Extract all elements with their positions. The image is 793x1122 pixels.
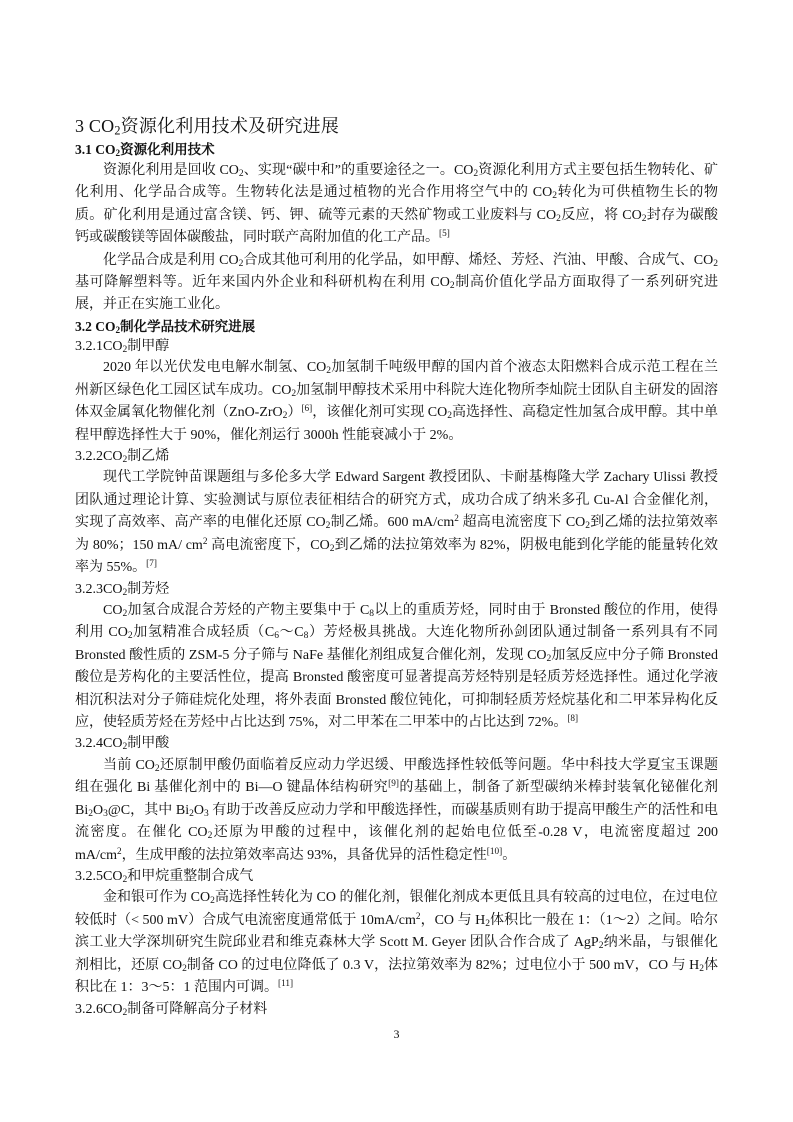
subscript: 2 [447, 411, 452, 422]
subscript: 2 [282, 411, 288, 422]
page-number: 3 [393, 1027, 400, 1041]
paragraph: 当前 $CO_2$还原制甲酸仍面临着反应动力学迟缓、甲酸选择性较低等问题。华中科技大学夏宝玉课题组在强化 Bi 基催化剂中的 Bi—O 键晶体结构研究[9]的基础上，制备了新型碳纳米棒封装氧化铋催化剂 $Bi_2O_3@C$，其中 $Bi_2O_3$ 有助于改善反应动力学和甲酸选择性，而碳基质则有助于提高甲酸生产的活性和电流密度。在催化 $CO_2$还原为甲酸的过程中，该催化剂的起始电位低至-0.28 V，电流密度超过 200 $mA/cm^2$，生成甲酸的法拉第效率高达 93%，具备优异的活性稳定性[10]。 [75, 757, 719, 863]
subsection-3-2-1 [75, 337, 718, 447]
superscript: 2 [415, 910, 421, 921]
subsection-heading: $3.2.2CO_2$制乙烯 [75, 448, 170, 466]
subscript: 2 [88, 808, 93, 819]
subscript: 2 [115, 148, 121, 159]
subscript: 2 [122, 742, 128, 753]
citation-ref: [7] [146, 558, 157, 569]
subscript: 2 [210, 896, 215, 907]
subscript: 2 [182, 963, 187, 974]
subscript: 2 [641, 213, 647, 224]
superscript: 2 [454, 513, 459, 524]
subscript: 3 [203, 808, 209, 819]
paragraph: 金和银可作为 $CO_2$高选择性转化为 CO 的催化剂，银催化剂成本更低且具有较高的过电位，在过电位较低时（< 500 mV）合成气电流密度通常低于 $10mA/cm^2$，CO 与 $H_2$体积比一般在 1：（1～2）之间。哈尔滨工业大学深圳研究生院邱业君和维克森林大学 Scott M. Geyer 团队合作合成了 AgP$_2$纳米晶，与银催化剂相比，还原 $CO_2$制备 CO 的过电位降低了 0.3 V，法拉第效率为 82%；过电位小于 500 mV，CO 与 $H_2$体积比在 1：3～5：1 范围内可调。[11] [75, 890, 719, 996]
section-3-2 [75, 317, 718, 1020]
paragraph: 资源化利用是回收 $CO_2$、实现“碳中和”的重要途径之一。$CO_2$资源化利用方式主要包括生物转化、矿化利用、化学品合成等。生物转化法是通过植物的光合作用将空气中的 $CO_2$转化为可供植物生长的物质。矿化利用是通过富含镁、钙、钾、硫等元素的天然矿物或工业废料与 $CO_2$反应，将 $CO_2$封存为碳酸钙或碳酸镁等固体碳酸盐，同时联产高附加值的化工产品。[5] [75, 163, 719, 246]
subscript: 2 [585, 521, 591, 532]
subscript: 2 [122, 587, 128, 598]
paragraph: 现代工学院钟苗课题组与多伦多大学 Edward Sargent 教授团队、卡耐基梅隆大学 Zachary Ulissi 教授团队通过理论计算、实验测试与原位表征相结合的研究方式，成功合成了纳米多孔 Cu-Al 合金催化剂，实现了高效率、高产率的电催化还原 $CO_2$制乙烯。600 $mA/cm^2$ 超高电流密度下 $CO_2$到乙烯的法拉第效率为 80%；150 mA/ $cm^2$ 高电流密度下，$CO_2$到乙烯的法拉第效率为 82%，阴极电能到化学能的能量转化效率为 55%。[7] [75, 470, 719, 576]
subscript: 2 [114, 123, 121, 138]
subscript: 2 [546, 653, 552, 664]
subscript: 2 [699, 963, 704, 974]
section-3-1 [75, 140, 718, 317]
subsection-heading: $3.2.3CO_2$制芳烃 [75, 581, 170, 598]
subsection-heading: $3.2.6CO_2$制备可降解高分子材料 [75, 1001, 268, 1018]
page-content [75, 112, 718, 1020]
subsection-heading: $3.2.5CO_2$和甲烷重整制合成气 [75, 868, 254, 886]
subsection-heading: $3.2.4CO_2$制甲酸 [75, 736, 170, 753]
section-heading: 3.2 $CO_2$制化学品技术研究进展 [75, 318, 256, 335]
subscript: 8 [369, 609, 375, 620]
subscript: 2 [325, 521, 331, 532]
subsection-heading: $3.2.1CO_2$制甲醇 [75, 338, 170, 355]
citation-ref: [9] [388, 778, 399, 789]
subsection-3-2-5 [75, 867, 718, 1000]
subscript: 2 [122, 1007, 128, 1018]
subsection-3-2-2 [75, 447, 718, 580]
subscript: 2 [122, 344, 128, 355]
subscript: 2 [122, 455, 128, 466]
subscript: 2 [326, 366, 332, 377]
citation-ref: [10] [486, 845, 503, 856]
subscript: 8 [303, 631, 309, 642]
subscript: 2 [122, 875, 128, 886]
subsection-3-2-3 [75, 580, 718, 735]
subscript: 2 [115, 324, 121, 335]
subscript: 3 [103, 808, 108, 819]
subscript: 2 [329, 543, 335, 554]
subscript: 6 [274, 631, 280, 642]
subsection-3-2-4 [75, 734, 718, 867]
subscript: 2 [449, 281, 455, 292]
subscript: 2 [598, 941, 604, 952]
subscript: 2 [189, 808, 194, 819]
citation-ref: [11] [278, 978, 294, 989]
subscript: 2 [556, 213, 561, 224]
subscript: 2 [552, 191, 558, 202]
subscript: 2 [473, 169, 479, 180]
superscript: 2 [202, 535, 208, 546]
citation-ref: [6] [301, 403, 313, 414]
document-title: 3 $CO_2$资源化利用技术及研究进展 [75, 116, 340, 138]
subscript: 2 [485, 918, 491, 929]
superscript: 2 [117, 845, 122, 856]
subscript: 2 [238, 258, 244, 269]
subscript: 2 [127, 631, 133, 642]
subscript: 2 [713, 258, 718, 269]
subscript: 2 [238, 169, 244, 180]
subsection-3-2-6 [75, 1000, 718, 1021]
subscript: 2 [291, 388, 297, 399]
subscript: 2 [122, 609, 128, 620]
paragraph: 化学品合成是利用 $CO_2$合成其他可利用的化学品，如甲醇、烯烃、芳烃、汽油、甲酸、合成气、$CO_2$基可降解塑料等。近年来国内外企业和科研机构在利用 $CO_2$制高价值化学品方面取得了一系列研究进展，并正在实施工业化。 [75, 252, 718, 313]
subscript: 2 [154, 764, 160, 775]
citation-ref: [8] [567, 712, 579, 723]
section-heading: 3.1 $CO_2$资源化利用技术 [75, 142, 215, 159]
paragraph: $CO_2$加氢合成混合芳烃的产物主要集中于 $C_8$以上的重质芳烃，同时由于 Bronsted 酸位的作用，使得利用 $CO_2$加氢精准合成轻质$(C_6\sim C_8)$芳烃极具挑战。大连化物所孙剑团队通过制备一系列具有不同 Bronsted 酸性质的 ZSM-5 分子筛与 NaFe 基催化剂组成复合催化剂，发现 $CO_2$加氢反应中分子筛 Bronsted 酸位是芳构化的主要活性位，提高 Bronsted 酸密度可显著提高芳烃特别是轻质芳烃选择性。通过化学液相沉积法对分子筛硅烷化处理，将外表面 Bronsted 酸位钝化，可抑制轻质芳烃烷基化和二甲苯异构化反应，使轻质芳烃在芳烃中占比达到 75%，对二甲苯在二甲苯中的占比达到 72%。[8] [75, 603, 719, 731]
subscript: 2 [207, 831, 213, 842]
paragraph: 2020 年以光伏发电电解水制氢、$CO_2$加氢制千吨级甲醇的国内首个液态太阳燃料合成示范工程在兰州新区绿色化工园区试车成功。$CO_2$加氢制甲醇技术采用中科院大连化物所李灿院士团队自主研发的固溶体双金属氧化物催化剂（ZnO-ZrO$_2$）[6]，该催化剂可实现 $CO_2$高选择性、高稳定性加氢合成甲醇。其中单程甲醇选择性大于 90%，催化剂运行 3000h 性能衰减小于 2%。 [75, 360, 719, 443]
citation-ref: [5] [439, 228, 450, 239]
